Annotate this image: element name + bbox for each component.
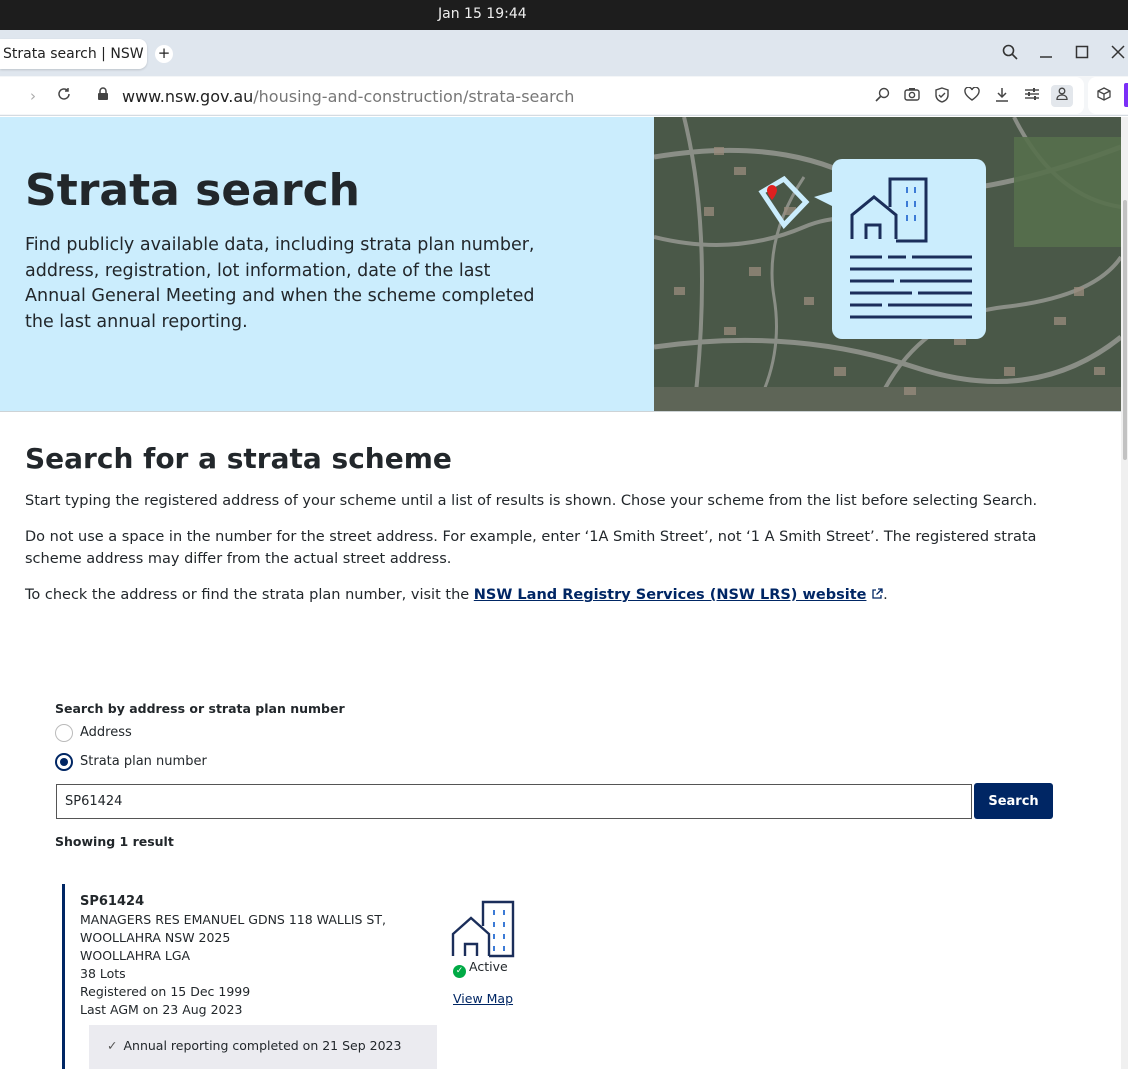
instructions-para-3 xyxy=(25,584,1095,606)
hero-map-illustration xyxy=(654,117,1121,411)
shield-icon[interactable] xyxy=(933,87,951,105)
annual-reporting-text: Annual reporting completed on 21 Sep 2023 xyxy=(123,1038,402,1053)
search-tabs-icon[interactable] xyxy=(1000,44,1020,64)
extension-badge[interactable] xyxy=(1124,83,1128,107)
result-address-line-2: WOOLLAHRA NSW 2025 xyxy=(80,930,231,945)
extensions-area xyxy=(1088,77,1128,114)
building-icon xyxy=(451,900,517,958)
nsw-lrs-link[interactable]: NSW Land Registry Services (NSW LRS) website xyxy=(473,587,867,603)
result-lga: WOOLLAHRA LGA xyxy=(80,948,191,963)
zoom-icon[interactable] xyxy=(873,87,891,105)
status-label: Active xyxy=(469,959,508,974)
camera-icon[interactable] xyxy=(903,87,921,105)
address-bar[interactable] xyxy=(0,77,1084,114)
maximize-icon[interactable] xyxy=(1072,44,1092,64)
radio-address-circle[interactable] xyxy=(55,724,73,742)
result-address-line-1: MANAGERS RES EMANUEL GDNS 118 WALLIS ST, xyxy=(80,912,386,927)
profile-icon[interactable] xyxy=(1051,85,1073,107)
section-title: Search for a strata scheme xyxy=(25,442,452,475)
search-input[interactable] xyxy=(56,784,972,819)
download-icon[interactable] xyxy=(993,87,1011,105)
radio-strata-plan-circle[interactable] xyxy=(55,753,73,771)
navigation-toolbar xyxy=(0,76,1128,116)
page-scrollbar-thumb[interactable] xyxy=(1123,200,1127,460)
url-path: /housing-and-construction/strata-search xyxy=(253,87,575,106)
result-card xyxy=(62,884,514,1069)
settings-sliders-icon[interactable] xyxy=(1023,87,1041,105)
checkmark-icon: ✓ xyxy=(107,1038,118,1053)
radio-address-label: Address xyxy=(80,725,132,740)
result-registered: Registered on 15 Dec 1999 xyxy=(80,984,251,999)
annual-reporting-banner xyxy=(89,1025,437,1069)
minimize-icon[interactable] xyxy=(1036,44,1056,64)
forward-icon[interactable]: › xyxy=(30,87,36,105)
external-link-icon xyxy=(871,588,883,600)
hero-banner xyxy=(0,117,654,411)
page-title: Strata search xyxy=(25,165,360,216)
result-plan-number: SP61424 xyxy=(80,894,145,909)
url-text[interactable] xyxy=(122,87,574,106)
reload-icon[interactable] xyxy=(55,87,73,105)
os-top-bar xyxy=(0,0,1128,30)
para3-suffix: . xyxy=(883,587,888,603)
search-type-label: Search by address or strata plan number xyxy=(55,701,345,716)
result-last-agm: Last AGM on 23 Aug 2023 xyxy=(80,1002,243,1017)
instructions-para-2: Do not use a space in the number for the street address. For example, enter ‘1A Smith Street’, not ‘1 A Smith Street’. The registered strata scheme address may differ from the actual street address. xyxy=(25,529,1037,567)
radio-strata-plan-label: Strata plan number xyxy=(80,754,207,769)
hero-divider xyxy=(0,411,1121,412)
search-button[interactable]: Search xyxy=(974,783,1053,819)
lock-icon[interactable] xyxy=(94,87,112,105)
heart-icon[interactable] xyxy=(963,87,981,105)
url-host: www.nsw.gov.au xyxy=(122,87,254,106)
hero-description: Find publicly available data, including strata plan number, address, registration, lot information, date of the last Annual General Meeting and when the scheme completed the last annual reporting. xyxy=(25,235,535,332)
status-badge xyxy=(453,959,508,978)
os-clock: Jan 15 19:44 xyxy=(438,6,527,22)
browser-tab[interactable]: Strata search | NSW xyxy=(0,39,147,69)
result-lots: 38 Lots xyxy=(80,966,126,981)
active-check-icon: ✓ xyxy=(453,965,466,978)
view-map-link[interactable]: View Map xyxy=(453,991,514,1006)
close-icon[interactable] xyxy=(1108,44,1128,64)
extension-cube-icon[interactable] xyxy=(1095,87,1113,105)
result-count: Showing 1 result xyxy=(55,834,174,849)
instructions-para-1: Start typing the registered address of your scheme until a list of results is shown. Chose your scheme from the list before selecting Search. xyxy=(25,493,1038,509)
para3-prefix: To check the address or find the strata plan number, visit the xyxy=(25,587,474,603)
new-tab-button[interactable]: + xyxy=(155,45,173,63)
web-page xyxy=(0,117,1121,1069)
